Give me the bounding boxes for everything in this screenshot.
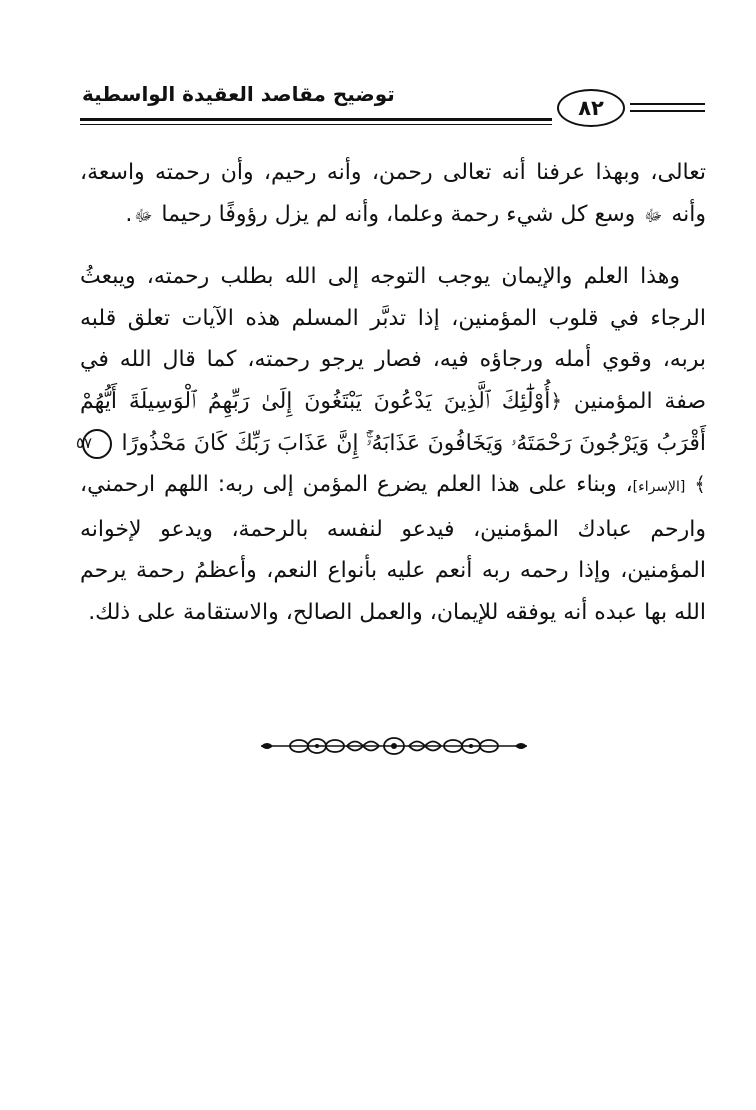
verse-number-badge: ٥٧ (82, 429, 112, 459)
surah-reference: [الإسراء] (632, 479, 686, 496)
paragraph (80, 152, 706, 236)
header-rule-thin (80, 124, 552, 125)
header-end-rule (630, 103, 705, 105)
paragraph-text: . (125, 201, 133, 227)
quran-bracket-close: ﴾ (694, 472, 707, 497)
running-title: توضيح مقاصد العقيدة الواسطية (82, 82, 395, 106)
page-number: ٨٢ (557, 89, 625, 127)
paragraph-text: تعالى، وبهذا عرفنا أنه تعالى رحمن، وأنه رحيم، وأن رحمته واسعة، وأنه (80, 160, 706, 227)
quran-verse: أُوْلَٰٓئِكَ ٱلَّذِينَ يَدْعُونَ يَبْتَغُونَ إِلَىٰ رَبِّهِمُ ٱلْوَسِيلَةَ أَيُّهُمْ أَقْرَبُ وَيَرْجُونَ رَحْمَتَهُۥ وَيَخَافُونَ عَذَابَهُۥٓۚ إِنَّ عَذَابَ رَبِّكَ كَانَ مَحْذُورًا (80, 388, 706, 456)
honorific-glyph: ﷻ (134, 205, 153, 225)
body-text (75, 152, 707, 654)
honorific-glyph: ﷻ (644, 205, 663, 225)
header-end-rule-lower (630, 110, 705, 112)
paragraph-text: وسع كل شيء رحمة وعلما، وأنه لم يزل رؤوفًا رحيما (161, 201, 636, 227)
paragraph-text: ، وبناء على هذا العلم يضرع المؤمن إلى ربه: اللهم ارحمني، وارحم عبادك المؤمنين، فيدعو لنفسه بالرحمة، ويدعو لإخوانه المؤمنين، وإذا رحمه ربه أنعم عليه بأنواع النعم، وأعظمُ رحمة يرحم الله بها عبده أنه يوفقه للإيمان، والعمل الصالح، والاستقامة على ذلك. (80, 472, 706, 625)
quran-bracket-open: ﴿ (550, 388, 563, 413)
page-header (60, 70, 705, 130)
section-end-ornament (259, 735, 529, 757)
header-rule (80, 118, 552, 121)
paragraph (75, 256, 707, 633)
paragraph-text: وهذا العلم والإيمان يوجب التوجه إلى الله بطلب رحمته، ويبعثُ الرجاء في قلوب المؤمنين، إذا تدبَّر المسلم هذه الآيات تعلق قلبه بربه، وقوي أمله ورجاؤه فيه، فصار يرجو رحمته، كما قال الله في صفة المؤمنين (80, 264, 707, 414)
